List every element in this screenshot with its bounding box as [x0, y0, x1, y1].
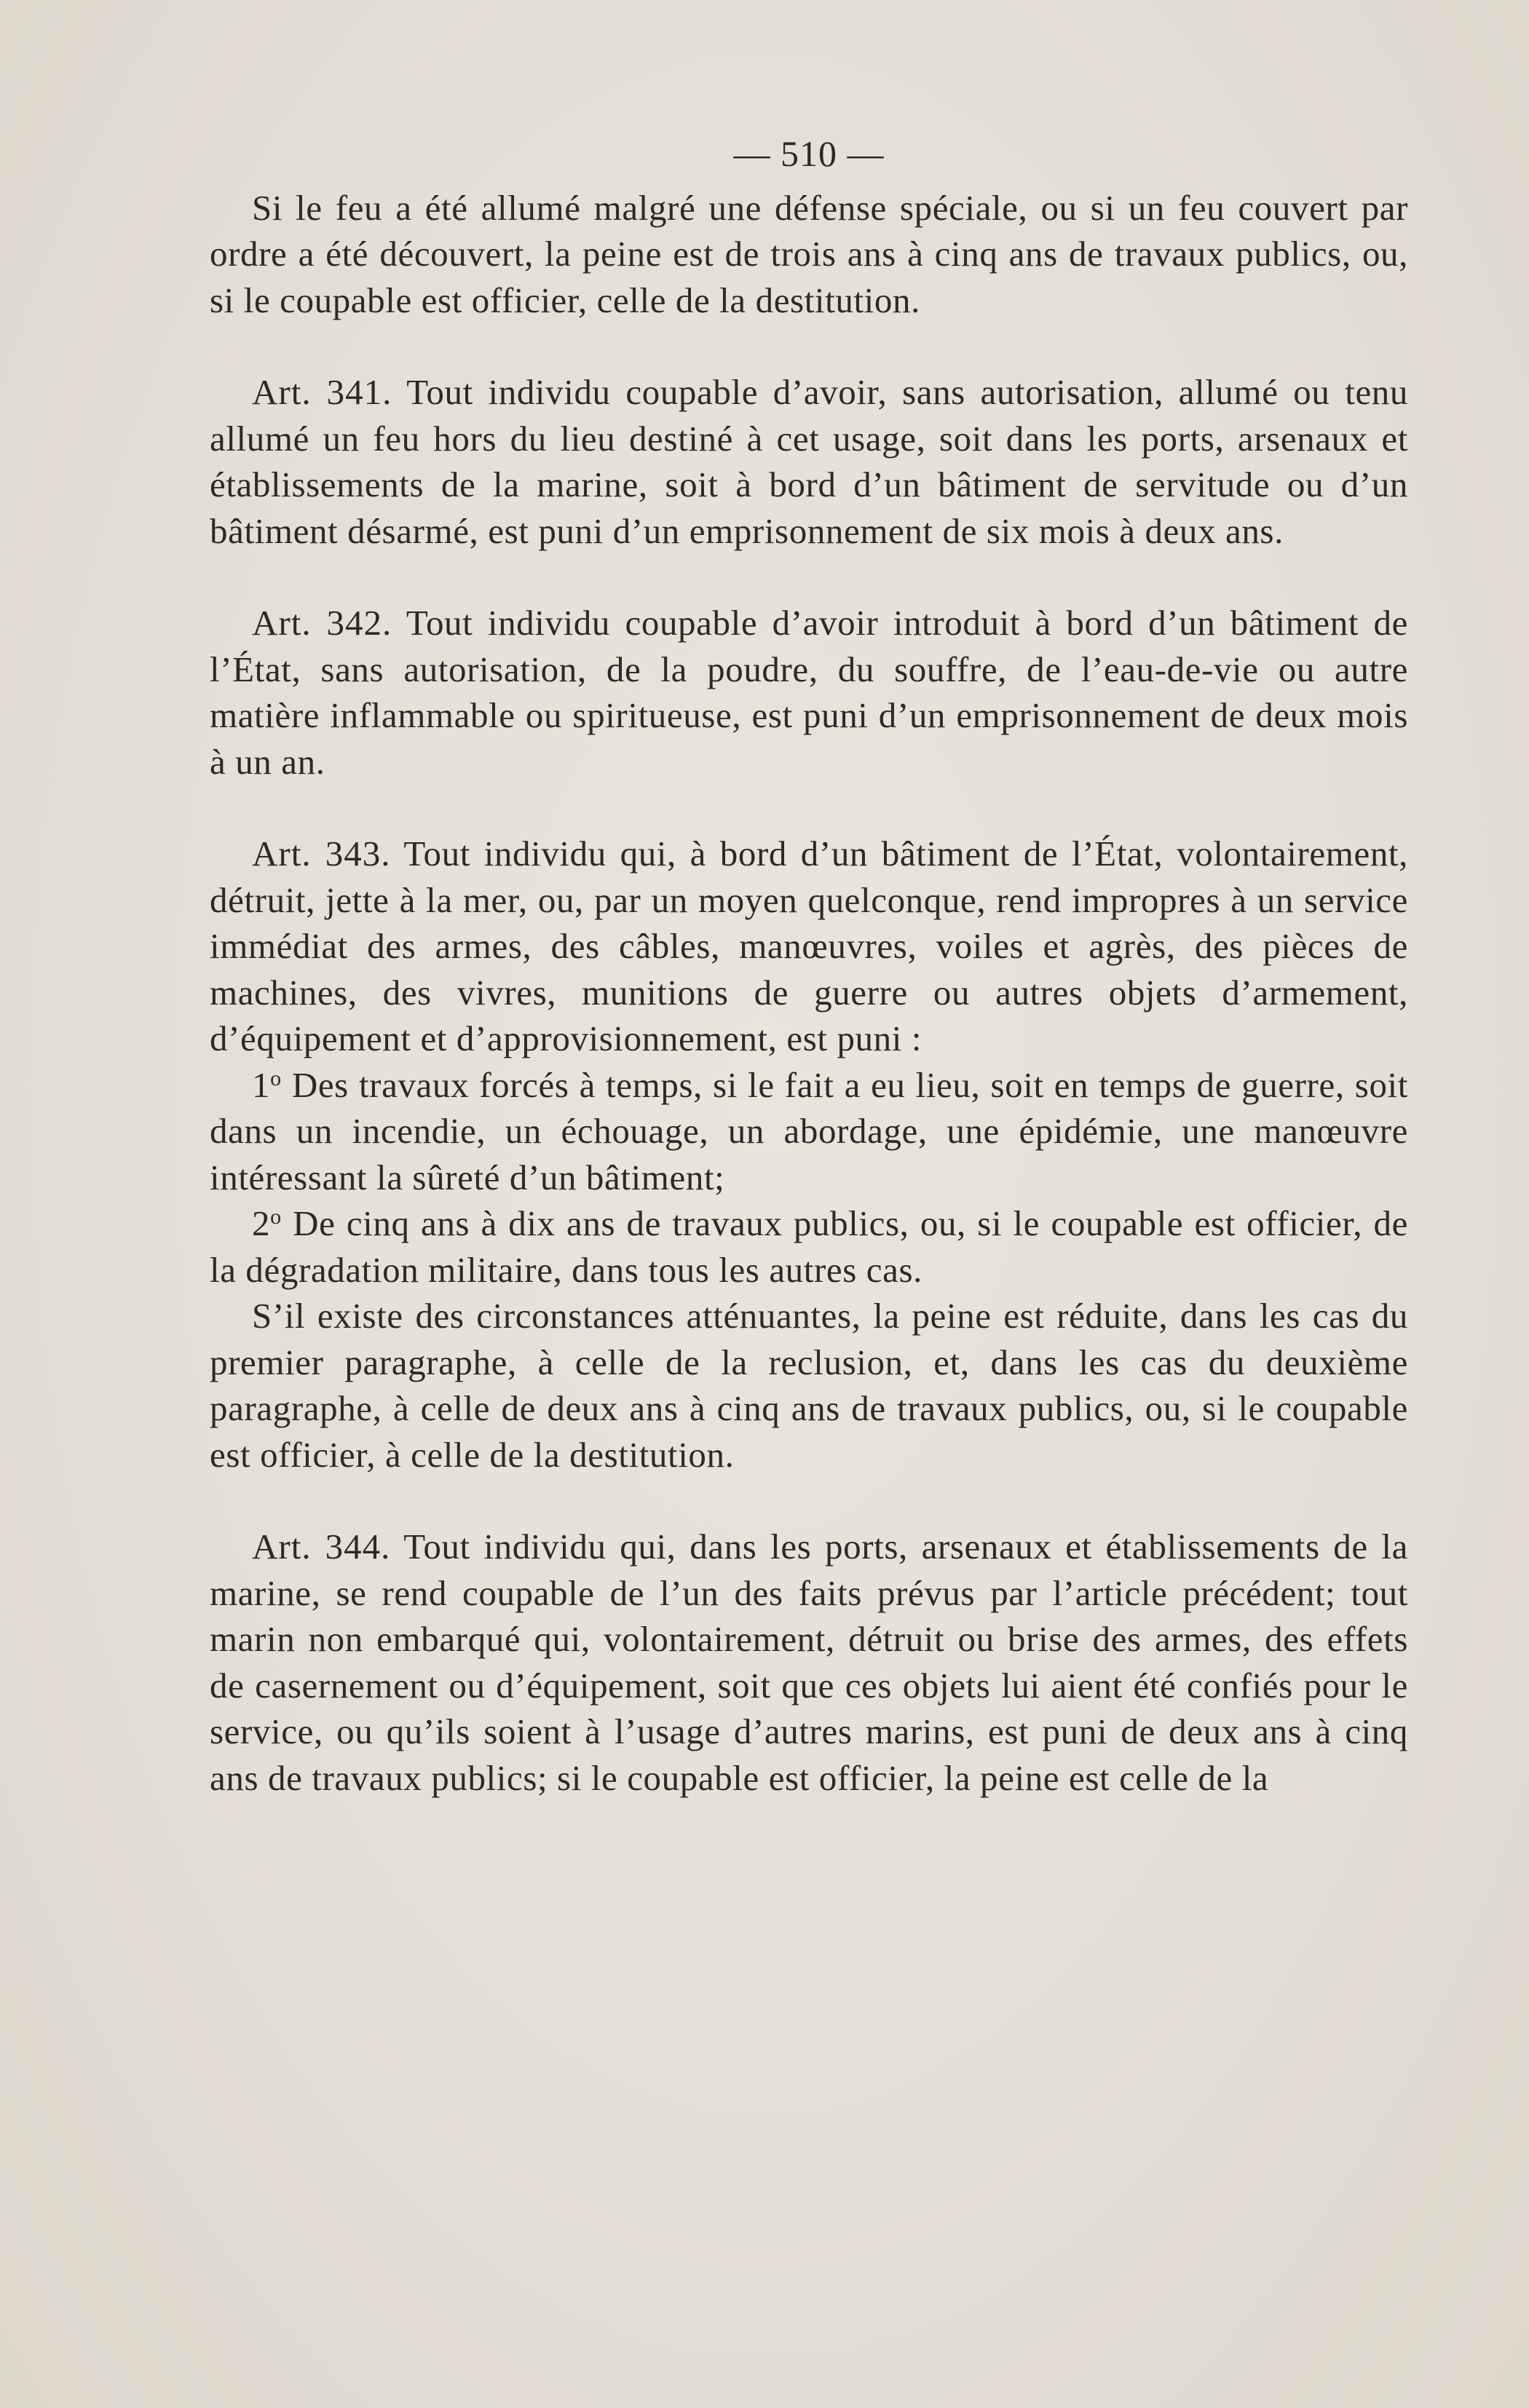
- article-342: [210, 600, 1408, 785]
- article-343-extenuating-circumstances: S’il existe des circonstances atténuantes, la peine est réduite, dans les cas du premier paragraphe, à celle de la reclusion, et, dans les cas du deuxième paragraphe, à celle de deux ans à cinq ans de travaux publics, ou, si le coupable est officier, à celle de la destitution.: [210, 1296, 1408, 1475]
- article-343: [210, 831, 1408, 1062]
- page-text: [210, 131, 1408, 1801]
- ordinal-mark: o: [270, 1066, 282, 1090]
- article-text: Tout individu coupable d’avoir introduit à bord d’un bâtiment de l’État, sans autorisation, de la poudre, du souffre, de l’eau-de-vie ou autre matière inflammable ou spiritueuse, est puni d’un emprisonnement de deux mois à un an.: [210, 603, 1409, 782]
- page-number: — 510 —: [733, 133, 885, 174]
- article-label: Art. 343.: [252, 833, 391, 874]
- item-text: Des travaux forcés à temps, si le fait a eu lieu, soit en temps de guerre, soit dans un incendie, un échouage, un abordage, une épidémie, une manœuvre intéressant la sûreté d’un bâtiment;: [210, 1064, 1408, 1197]
- ordinal-mark: o: [270, 1205, 282, 1229]
- article-text: Tout individu qui, dans les ports, arsenaux et établissements de la marine, se rend coupable de l’un des faits prévus par l’article précédent; tout marin non embarqué qui, volontairement, détruit ou brise des armes, des effets de casernement ou d’équipement, soit que ces objets lui aient été confiés pour le service, ou qu’ils soient à l’usage d’autres marins, est puni de deux ans à cinq ans de travaux publics; si le coupable est officier, la peine est celle de la: [210, 1526, 1408, 1798]
- continuation-paragraph: Si le feu a été allumé malgré une défense spéciale, ou si un feu couvert par ordre a été découvert, la peine est de trois ans à cinq ans de travaux publics, ou, si le coupable est officier, celle de la destitution.: [210, 187, 1408, 320]
- article-343-item-2: [210, 1200, 1408, 1293]
- article-341: [210, 369, 1408, 554]
- item-number: 2: [252, 1203, 271, 1243]
- item-number: 1: [252, 1064, 271, 1105]
- article-label: Art. 341.: [252, 372, 392, 412]
- article-text: Tout individu qui, à bord d’un bâtiment de l’État, volontairement, détruit, jette à la mer, ou, par un moyen quelconque, rend impropres à un service immédiat des armes, des câbles, manœuvres, voiles et agrès, des pièces de machines, des vivres, munitions de guerre ou autres objets d’armement, d’équipement et d’approvisionnement, est puni :: [210, 833, 1408, 1058]
- article-343-item-1: [210, 1062, 1408, 1201]
- article-label: Art. 344.: [252, 1526, 391, 1567]
- item-text: De cinq ans à dix ans de travaux publics, ou, si le coupable est officier, de la dégradation militaire, dans tous les autres cas.: [210, 1203, 1408, 1290]
- article-344: [210, 1524, 1408, 1801]
- article-label: Art. 342.: [252, 603, 392, 643]
- article-text: Tout individu coupable d’avoir, sans autorisation, allumé ou tenu allumé un feu hors du lieu destiné à cet usage, soit dans les ports, arsenaux et établissements de la marine, soit à bord d’un bâtiment de servitude ou d’un bâtiment désarmé, est puni d’un emprisonnement de six mois à deux ans.: [210, 372, 1408, 551]
